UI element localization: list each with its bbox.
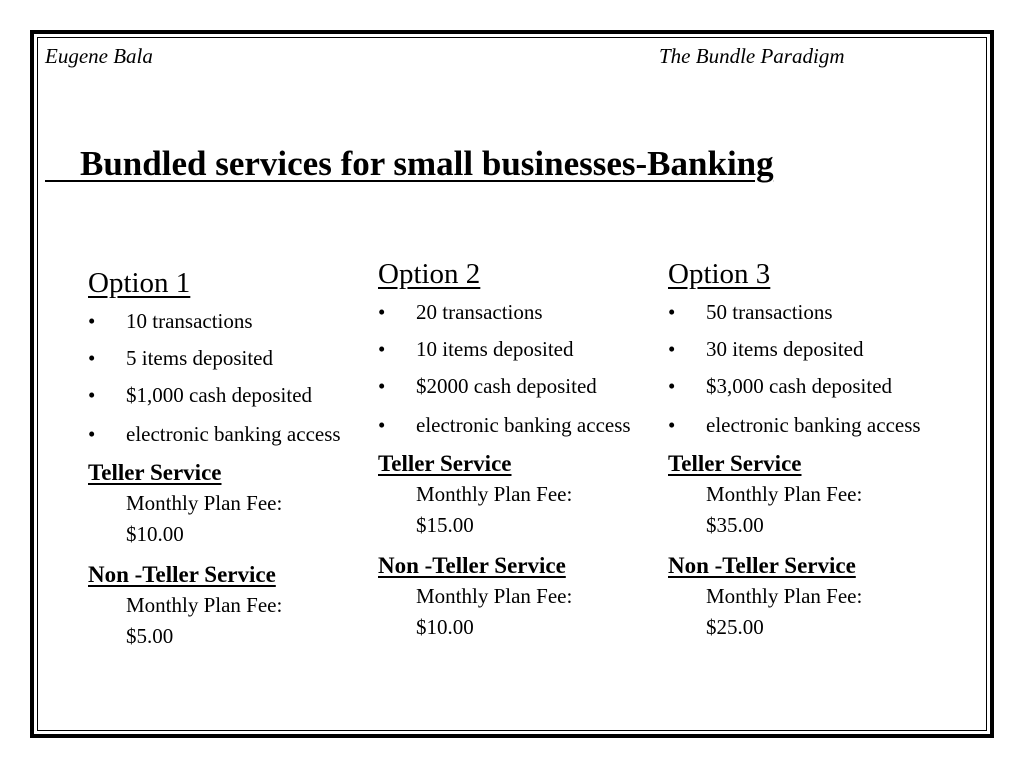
option-title: Option 1 bbox=[88, 267, 191, 299]
feature-item bbox=[668, 297, 928, 327]
feature-list bbox=[378, 297, 638, 442]
feature-text: $3,000 cash deposited bbox=[706, 374, 893, 398]
feature-item bbox=[378, 371, 638, 401]
feature-item bbox=[378, 408, 638, 442]
feature-text: electronic banking access bbox=[706, 413, 921, 437]
feature-text: 10 transactions bbox=[126, 309, 253, 333]
teller-service-label: Teller Service bbox=[88, 460, 222, 485]
bullet-icon: • bbox=[668, 337, 676, 361]
bullet-icon: • bbox=[88, 346, 96, 370]
bullet-icon: • bbox=[88, 422, 96, 446]
feature-item bbox=[668, 371, 928, 401]
feature-list bbox=[88, 306, 348, 451]
feature-text: $2000 cash deposited bbox=[416, 374, 597, 398]
bullet-icon: • bbox=[378, 413, 386, 437]
fee-label: Monthly Plan Fee: bbox=[416, 584, 573, 608]
feature-list bbox=[668, 297, 928, 442]
non-teller-service-label: Non -Teller Service bbox=[668, 553, 856, 578]
fee-amount: $15.00 bbox=[416, 513, 474, 537]
bullet-icon: • bbox=[668, 300, 676, 324]
bullet-icon: • bbox=[378, 300, 386, 324]
feature-item bbox=[378, 297, 638, 327]
feature-item bbox=[88, 417, 348, 451]
fee-label: Monthly Plan Fee: bbox=[126, 593, 283, 617]
feature-item bbox=[378, 334, 638, 364]
teller-service-label: Teller Service bbox=[668, 451, 802, 476]
feature-item bbox=[668, 408, 928, 442]
feature-text: 5 items deposited bbox=[126, 346, 273, 370]
fee-label: Monthly Plan Fee: bbox=[706, 584, 863, 608]
bullet-icon: • bbox=[378, 337, 386, 361]
slide-title bbox=[45, 142, 774, 186]
fee-label: Monthly Plan Fee: bbox=[126, 491, 283, 515]
feature-text: $1,000 cash deposited bbox=[126, 383, 313, 407]
option-column-1 bbox=[88, 264, 348, 662]
feature-text: 10 items deposited bbox=[416, 337, 574, 361]
bullet-icon: • bbox=[88, 383, 96, 407]
slide-title-text: Bundled services for small businesses-Banking bbox=[80, 144, 774, 183]
non-teller-fee bbox=[668, 581, 928, 643]
teller-service-label: Teller Service bbox=[378, 451, 512, 476]
feature-item bbox=[88, 343, 348, 373]
feature-text: electronic banking access bbox=[416, 413, 631, 437]
fee-amount: $10.00 bbox=[126, 522, 184, 546]
fee-amount: $25.00 bbox=[706, 615, 764, 639]
feature-text: 20 transactions bbox=[416, 300, 543, 324]
feature-item bbox=[88, 306, 348, 336]
fee-label: Monthly Plan Fee: bbox=[706, 482, 863, 506]
fee-label: Monthly Plan Fee: bbox=[416, 482, 573, 506]
feature-text: electronic banking access bbox=[126, 422, 341, 446]
non-teller-fee bbox=[378, 581, 638, 643]
option-title: Option 3 bbox=[668, 258, 771, 290]
bullet-icon: • bbox=[88, 309, 96, 333]
bullet-icon: • bbox=[668, 413, 676, 437]
option-title: Option 2 bbox=[378, 258, 481, 290]
bullet-icon: • bbox=[378, 374, 386, 398]
feature-item bbox=[668, 334, 928, 364]
teller-fee bbox=[88, 488, 348, 550]
fee-amount: $5.00 bbox=[126, 624, 174, 648]
option-column-3 bbox=[668, 255, 928, 653]
fee-amount: $10.00 bbox=[416, 615, 474, 639]
option-column-2 bbox=[378, 255, 638, 653]
non-teller-service-label: Non -Teller Service bbox=[88, 562, 276, 587]
non-teller-service-label: Non -Teller Service bbox=[378, 553, 566, 578]
bullet-icon: • bbox=[668, 374, 676, 398]
feature-item bbox=[88, 380, 348, 410]
teller-fee bbox=[668, 479, 928, 541]
non-teller-fee bbox=[88, 590, 348, 652]
feature-text: 30 items deposited bbox=[706, 337, 864, 361]
teller-fee bbox=[378, 479, 638, 541]
feature-text: 50 transactions bbox=[706, 300, 833, 324]
fee-amount: $35.00 bbox=[706, 513, 764, 537]
author-name: Eugene Bala bbox=[45, 44, 153, 68]
work-title: The Bundle Paradigm bbox=[659, 44, 845, 68]
